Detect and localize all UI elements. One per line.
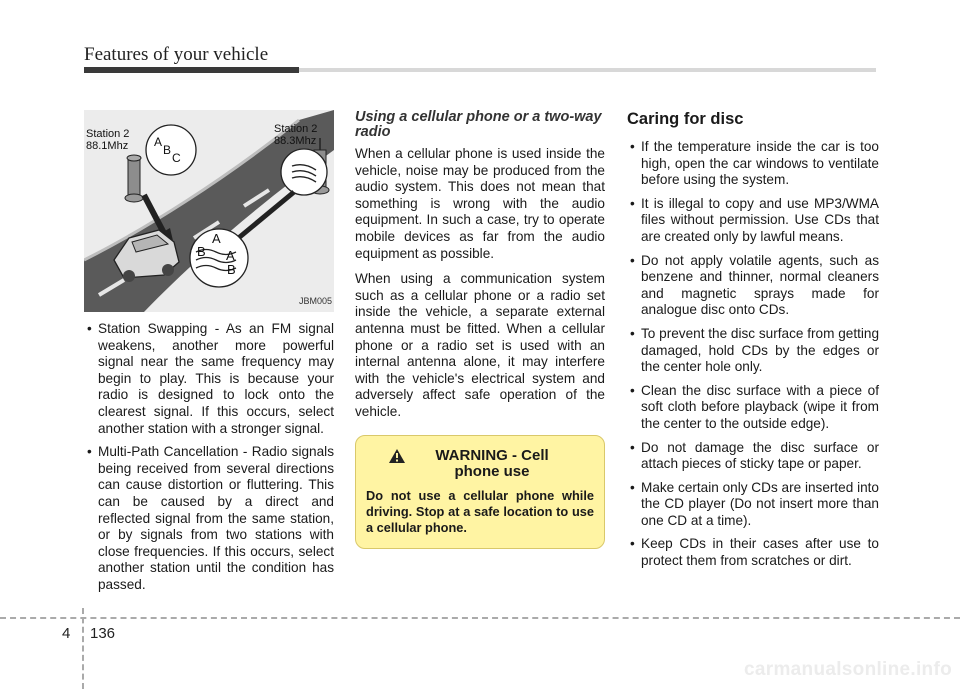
radio-signal-illustration (84, 110, 334, 312)
header-title: Features of your vehicle (84, 44, 269, 65)
antenna-tower-left (125, 155, 143, 202)
car-letter-3: A (226, 248, 235, 263)
warning-box (355, 435, 605, 549)
bubble-letter-b: B (163, 143, 172, 157)
warning-body: Do not use a cellular phone while driving. Stop at a safe location to use a cellular phone. (366, 487, 594, 535)
right-column (627, 110, 879, 577)
list-item: • It is illegal to copy and use MP3/WMA files without permission. Use CDs that are created only by lawful means. (627, 196, 879, 246)
left-bullet-list (84, 321, 334, 594)
signal-bubble-right (281, 149, 327, 195)
list-item: • Station Swapping - As an FM signal weakens, another more powerful signal near the same frequency may begin to play. This is because your radio is designed to lock onto the clearest signal. If this occurs, select another station with a stronger signal. (84, 321, 334, 437)
warning-triangle-icon (388, 448, 406, 464)
list-item: • To prevent the disc surface from getting damaged, hold CDs by the edges or the center hole only. (627, 326, 879, 376)
section-subheading: Using a cellular phone or a two-way radio (355, 109, 602, 140)
watermark: carmanualsonline.info (744, 659, 952, 680)
paragraph: When using a communication system such as a cellular phone or a radio set inside the vehicle, a separate external antenna must be fitted. When a cellular phone or a radio set is used with an internal antenna alone, it may interfere with the vehicle's electrical system and adversely affect safe operation of the vehicle. (355, 271, 605, 419)
chapter-number: 4 (62, 625, 71, 642)
car-letter-2: B (197, 244, 206, 259)
figure-code: JBM005 (298, 296, 332, 307)
list-item: • Make certain only CDs are inserted into the CD player (Do not insert more than one CD at a time). (627, 480, 879, 530)
page-number: 136 (90, 625, 116, 642)
list-item: • Keep CDs in their cases after use to protect them from scratches or dirt. (627, 536, 879, 569)
station-right-name: Station 2 (274, 123, 318, 135)
station-left-freq: 88.1Mhz (86, 140, 129, 152)
middle-column (355, 110, 605, 549)
warning-title: WARNING - Cell phone use (435, 446, 549, 480)
bubble-letter-c: C (172, 151, 181, 165)
list-item: • Clean the disc surface with a piece of soft cloth before playback (wipe it from the center to the outside edge). (627, 383, 879, 433)
left-column (84, 110, 334, 601)
car-letter-4: B (227, 262, 236, 277)
paragraph: When a cellular phone is used inside the vehicle, noise may be produced from the audio system. This does not mean that something is wrong with the audio equipment. In such a case, try to operate mobile devices as far from the audio equipment as possible. (355, 146, 605, 261)
footer-rule (0, 617, 960, 619)
station-left-name: Station 2 (86, 128, 130, 140)
header-rule-accent (84, 67, 299, 73)
footer-divider (82, 608, 84, 689)
bubble-letter-a: A (154, 135, 163, 149)
list-item: • If the temperature inside the car is too high, open the car windows to ventilate before using the system. (627, 139, 879, 189)
station-right-freq: 88.3Mhz (274, 135, 317, 147)
list-item: • Do not apply volatile agents, such as benzene and thinner, normal cleaners and magnetic sprays made for analogue disc onto CDs. (627, 253, 879, 319)
radio-signal-figure (84, 110, 334, 312)
disc-care-list (627, 139, 879, 570)
list-item: • Multi-Path Cancellation - Radio signals being received from several directions can cause distortion or fluttering. This can be caused by a direct and reflected signal from the same station, or by signals from two stations with close frequencies. If this occurs, select another station until the condition has passed. (84, 444, 334, 593)
section-heading: Caring for disc (627, 110, 744, 128)
list-item: • Do not damage the disc surface or attach pieces of sticky tape or paper. (627, 440, 879, 473)
car-letter-1: A (212, 231, 221, 246)
